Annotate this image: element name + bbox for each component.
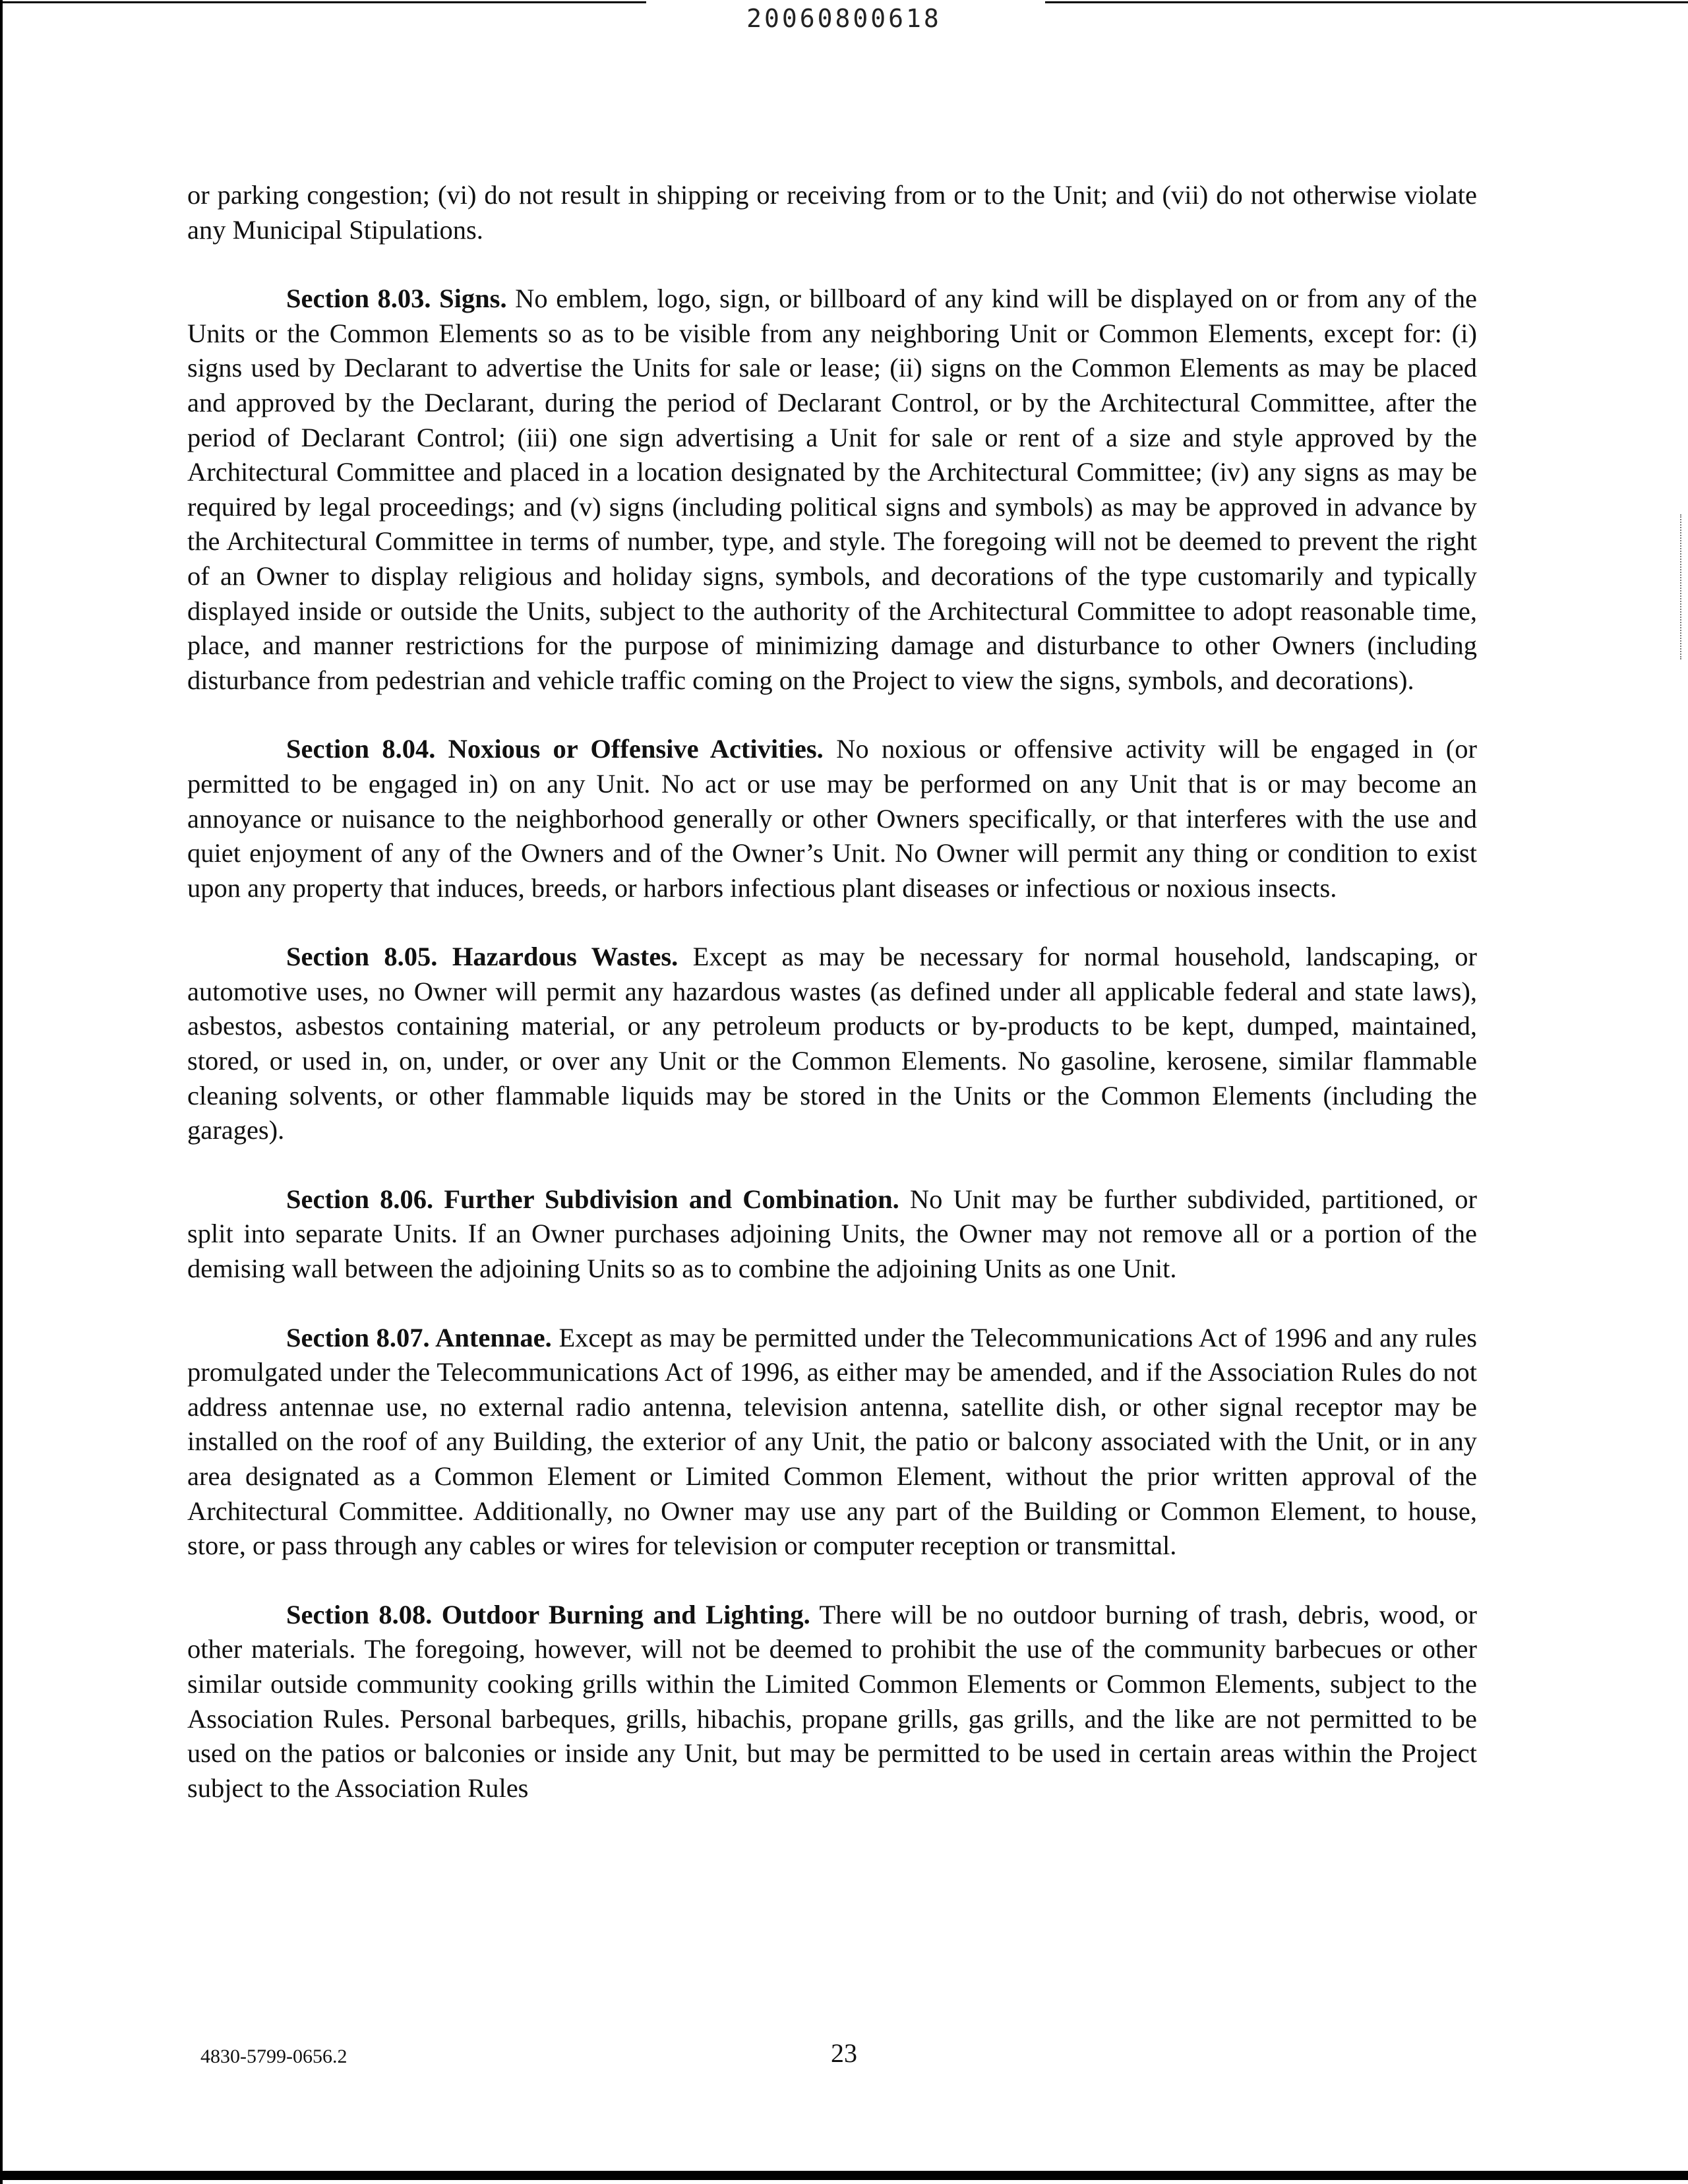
section-text: No emblem, logo, sign, or billboard of any kind will be displayed on or from any of the Units or the Common Elements so as to be visible from any neighboring Unit or Common Elements, except for: (i) signs used by Declarant to advertise the Units for sale or lease; (ii) signs on the Common Elements as may be placed and approved by the Declarant, during the period of Declarant Control, or by the Architectural Committee, after the period of Declarant Control; (iii) one sign advertising a Unit for sale or rent of a size and style approved by the Architectural Committee and placed in a location designated by the Architectural Committee; (iv) any signs as may be required by legal proceedings; and (v) signs (including political signs and symbols) as may be approved in advance by the Architectural Committee in terms of number, type, and style. The foregoing will not be deemed to prevent the right of an Owner to display religious and holiday signs, symbols, and decorations of the type customarily and typically displayed inside or outside the Units, subject to the authority of the Architectural Committee to adopt reasonable time, place, and manner restrictions for the purpose of minimizing damage and disturbance to other Owners (including disturbance from pedestrian and vehicle traffic coming on the Project to view the signs, symbols, and decorations). <box>187 284 1477 695</box>
section-8-03 <box>187 282 1477 698</box>
page-number: 23 <box>831 2038 857 2068</box>
top-border-right <box>1045 1 1688 3</box>
section-text: Except as may be necessary for normal household, landscaping, or automotive uses, no Owner will permit any hazardous wastes (as defined under all applicable federal and state laws), asbestos, asbestos containing material, or any petroleum products or by-products to be kept, dumped, maintained, stored, or used in, on, under, or over any Unit or the Common Elements. No gasoline, kerosene, similar flammable cleaning solvents, or other flammable liquids may be stored in the Units or the Common Elements (including the garages). <box>187 942 1477 1145</box>
section-8-04 <box>187 732 1477 905</box>
section-heading: Section 8.08. Outdoor Burning and Lighting. <box>286 1599 810 1629</box>
section-text: No Unit may be further subdivided, partitioned, or split into separate Units. If an Owner purchases adjoining Units, the Owner may not remove all or a portion of the demising wall between the adjoining Units so as to combine the adjoining Units as one Unit. <box>187 1184 1478 1284</box>
section-heading: Section 8.05. Hazardous Wastes. <box>286 942 678 972</box>
section-heading: Section 8.04. Noxious or Offensive Activities. <box>286 734 824 764</box>
top-border-left <box>0 1 646 3</box>
document-stamp-number: 20060800618 <box>746 4 942 33</box>
section-text: Except as may be permitted under the Telecommunications Act of 1996 and any rules promulgated under the Telecommunications Act of 1996, as either may be amended, and if the Association Rules do not address antennae use, no external radio antenna, television antenna, satellite dish, or other signal receptor may be installed on the roof of any Building, the exterior of any Unit, the patio or balcony associated with the Unit, or in any area designated as a Common Element or Limited Common Element, without the prior written approval of the Architectural Committee. Additionally, no Owner may use any part of the Building or Common Element, to house, store, or pass through any cables or wires for television or computer reception or transmittal. <box>187 1322 1478 1561</box>
section-heading: Section 8.03. Signs. <box>286 284 507 314</box>
section-text: There will be no outdoor burning of trash, debris, wood, or other materials. The foregoing, however, will not be deemed to prohibit the use of the community barbecues or other similar outside community cooking grills within the Limited Common Elements or Common Elements, subject to the Association Rules. Personal barbeques, grills, hibachis, propane grills, gas grills, and the like are not permitted to be used on the patios or balconies or inside any Unit, but may be permitted to be used in certain areas within the Project subject to the Association Rules <box>187 1599 1478 1803</box>
section-8-06 <box>187 1182 1477 1287</box>
document-body <box>187 178 1477 1840</box>
section-text: No noxious or offensive activity will be engaged in (or permitted to be engaged in) on any Unit. No act or use may be performed on any Unit that is or may become an annoyance or nuisance to the neighborhood generally or other Owners specifically, or that interferes with the use and quiet enjoyment of any of the Owners and of the Owner’s Unit. No Owner will permit any thing or condition to exist upon any property that induces, breeds, or harbors infectious plant diseases or infectious or noxious insects. <box>187 734 1477 903</box>
section-8-05 <box>187 940 1477 1148</box>
scan-edge-marks <box>1680 514 1684 659</box>
footer-document-number: 4830-5799-0656.2 <box>200 2046 347 2067</box>
section-8-07 <box>187 1321 1477 1563</box>
continuation-paragraph: or parking congestion; (vi) do not result in shipping or receiving from or to the Unit; and (vii) do not otherwise violate any Municipal Stipulations. <box>187 180 1477 245</box>
left-border <box>0 0 3 2184</box>
section-heading: Section 8.06. Further Subdivision and Combination. <box>286 1184 899 1214</box>
section-heading: Section 8.07. Antennae. <box>286 1322 552 1352</box>
section-8-08 <box>187 1598 1477 1806</box>
bottom-border <box>0 2171 1688 2180</box>
